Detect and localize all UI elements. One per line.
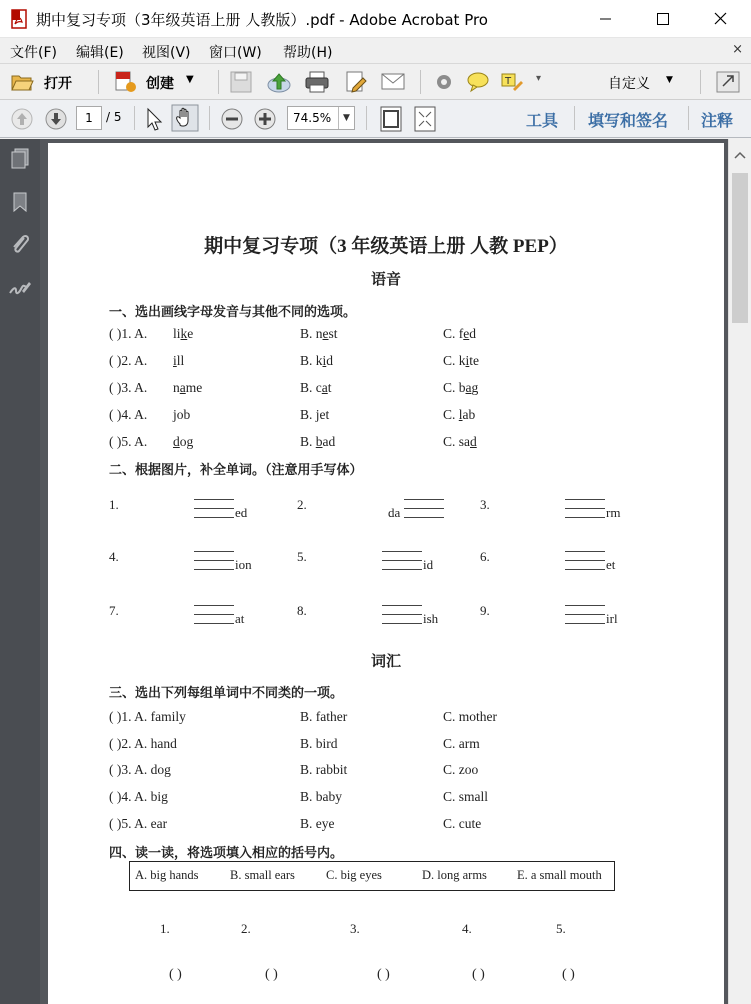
- blank-line: [565, 543, 605, 552]
- handwriting-blank[interactable]: [565, 491, 605, 518]
- minimize-button[interactable]: [576, 0, 634, 38]
- question-3-heading: 三、选出下列每组单词中不同类的一项。: [109, 685, 344, 700]
- blank-line: [565, 606, 605, 615]
- print-icon[interactable]: [304, 70, 330, 94]
- q1-option-a: [173, 326, 193, 342]
- q3-option-b: B. rabbit: [300, 762, 348, 777]
- question-2-heading: 二、根据图片，补全单词。（注意用手写体）: [109, 462, 363, 477]
- q3-option-c: C. small: [443, 789, 489, 804]
- upload-icon[interactable]: [266, 70, 292, 94]
- comment-bubble-icon[interactable]: [466, 71, 490, 93]
- create-pdf-icon[interactable]: [112, 70, 138, 94]
- scroll-up-icon[interactable]: [734, 151, 746, 159]
- q3-option-b: B. bird: [300, 736, 338, 751]
- q1-option-b: [300, 434, 335, 450]
- option-text: B. k: [300, 353, 323, 368]
- option-text: g: [471, 380, 479, 395]
- answer-parentheses[interactable]: ( ): [377, 967, 390, 982]
- option-text: ll: [176, 353, 185, 368]
- previous-page-icon[interactable]: [10, 107, 34, 131]
- word-suffix: et: [606, 557, 616, 572]
- picture-number: 7.: [109, 603, 119, 618]
- q3-row-a: ( )4. A. big: [109, 789, 168, 804]
- underlined-letter: i: [322, 353, 327, 368]
- settings-gear-icon[interactable]: [434, 72, 454, 92]
- picture-number: 8.: [297, 603, 307, 618]
- option-c: C. big eyes: [326, 868, 382, 882]
- options-box: [129, 861, 615, 891]
- blank-line: [382, 615, 422, 624]
- underlined-letter: e: [463, 326, 470, 341]
- zoom-dropdown-icon[interactable]: ▼: [338, 107, 354, 129]
- q1-number: ( )3. A.: [109, 380, 148, 395]
- underlined-letter: l: [458, 407, 463, 422]
- vertical-scrollbar[interactable]: [728, 139, 751, 1004]
- q3-row-a: ( )1. A. family: [109, 709, 186, 724]
- blank-line: [382, 552, 422, 561]
- blank-line: [194, 615, 234, 624]
- fill-sign-pane-button[interactable]: 填写和签名: [588, 111, 669, 130]
- signatures-icon[interactable]: [8, 277, 32, 299]
- option-text: li: [173, 326, 181, 341]
- window-title: 期中复习专项（3年级英语上册 人教版）.pdf - Adobe Acrobat Pro: [36, 11, 488, 29]
- q1-option-a: [173, 380, 202, 396]
- blank-line: [382, 597, 422, 606]
- create-dropdown-icon[interactable]: ▼: [186, 74, 194, 85]
- underlined-letter: d: [173, 434, 180, 449]
- option-b: B. small ears: [230, 868, 295, 882]
- page-number-input[interactable]: 1: [76, 106, 102, 130]
- pdf-page: [48, 143, 724, 1004]
- underlined-letter: a: [465, 380, 472, 395]
- blank-line: [565, 500, 605, 509]
- section-heading-phonics: 语音: [370, 272, 401, 288]
- blank-line: [565, 561, 605, 570]
- close-document-button[interactable]: ×: [732, 42, 743, 57]
- q3-option-b: B. father: [300, 709, 348, 724]
- blank-line: [565, 597, 605, 606]
- toolbar-separator: [688, 106, 689, 130]
- menu-bar: [0, 38, 751, 64]
- picture-number: 4.: [109, 549, 119, 564]
- pdf-app-icon: [10, 9, 30, 29]
- select-cursor-icon[interactable]: [142, 106, 164, 132]
- option-text: me: [185, 380, 203, 395]
- maximize-button[interactable]: [634, 0, 692, 38]
- word-suffix: rm: [606, 505, 621, 520]
- option-text: et: [319, 407, 330, 422]
- document-title: 期中复习专项（3 年级英语上册 人教 PEP）: [204, 236, 568, 257]
- option-text: C. k: [443, 353, 466, 368]
- option-text: B. n: [300, 326, 323, 341]
- body-part-number: 5.: [556, 921, 566, 936]
- blank-line: [404, 509, 444, 518]
- toolbar-separator: [420, 70, 421, 94]
- word-suffix: id: [423, 557, 434, 572]
- blank-line: [194, 543, 234, 552]
- open-button[interactable]: 打开: [44, 76, 72, 92]
- q1-number: ( )4. A.: [109, 407, 148, 422]
- toolbar-separator: [98, 70, 99, 94]
- option-text: B.: [300, 407, 316, 422]
- q3-row-a: ( )5. A. ear: [109, 816, 168, 831]
- handwriting-blank[interactable]: [565, 597, 605, 624]
- toolbar-separator: [700, 70, 701, 94]
- q3-option-b: B. baby: [300, 789, 342, 804]
- q1-option-a: [173, 407, 190, 423]
- q3-option-b: B. eye: [300, 816, 335, 831]
- underlined-letter: i: [173, 353, 177, 368]
- close-window-button[interactable]: [692, 0, 751, 38]
- blank-line: [404, 491, 444, 500]
- q3-option-c: C. arm: [443, 736, 480, 751]
- bookmarks-icon[interactable]: [11, 191, 29, 213]
- answer-parentheses[interactable]: ( ): [472, 967, 485, 982]
- answer-parentheses[interactable]: ( ): [265, 967, 278, 982]
- option-text: d: [326, 353, 334, 368]
- handwriting-blank[interactable]: [404, 491, 444, 518]
- picture-number: 5.: [297, 549, 307, 564]
- blank-line: [404, 500, 444, 509]
- q1-option-b: [300, 407, 329, 423]
- underlined-letter: b: [315, 434, 323, 449]
- answer-parentheses[interactable]: ( ): [169, 967, 182, 982]
- option-text: n: [173, 380, 180, 395]
- maximize-icon: [634, 0, 692, 38]
- section-heading-vocabulary: 词汇: [370, 654, 401, 670]
- blank-line: [565, 552, 605, 561]
- blank-line: [194, 606, 234, 615]
- underlined-letter: a: [321, 380, 328, 395]
- hand-tool-icon[interactable]: [171, 104, 199, 132]
- handwriting-blank[interactable]: [194, 543, 234, 570]
- create-button[interactable]: 创建: [146, 76, 174, 92]
- fit-page-icon[interactable]: [378, 105, 404, 133]
- option-text: ob: [176, 407, 191, 422]
- option-a: A. big hands: [135, 868, 199, 882]
- option-text: d: [469, 326, 476, 341]
- option-text: t: [327, 380, 332, 395]
- expand-icon[interactable]: [715, 70, 741, 94]
- q3-option-c: C. cute: [443, 816, 482, 831]
- picture-number: 1.: [109, 497, 119, 512]
- word-prefix: da: [388, 505, 401, 520]
- open-folder-icon[interactable]: [10, 71, 34, 93]
- option-text: te: [469, 353, 480, 368]
- blank-line: [194, 500, 234, 509]
- option-text: st: [328, 326, 338, 341]
- email-icon[interactable]: [380, 72, 406, 92]
- customize-dropdown-icon[interactable]: ▼: [666, 75, 673, 85]
- option-text: B. c: [300, 380, 322, 395]
- q1-option-c: [443, 326, 476, 342]
- blank-line: [382, 606, 422, 615]
- handwriting-blank[interactable]: [382, 597, 422, 624]
- option-text: C.: [443, 407, 459, 422]
- zoom-level-select[interactable]: [287, 106, 355, 130]
- q1-number: ( )1. A.: [109, 326, 148, 341]
- zoom-in-icon[interactable]: [253, 107, 277, 131]
- word-suffix: ed: [235, 505, 248, 520]
- zoom-out-icon[interactable]: [220, 107, 244, 131]
- underlined-letter: k: [180, 326, 188, 341]
- scrollbar-thumb[interactable]: [732, 173, 748, 323]
- body-part-number: 2.: [241, 921, 251, 936]
- zoom-level-value: 74.5%: [293, 111, 332, 125]
- question-4-heading: 四、读一读，将选项填入相应的括号内。: [109, 845, 344, 860]
- word-suffix: ish: [423, 611, 439, 626]
- picture-number: 3.: [480, 497, 490, 512]
- body-part-number: 1.: [160, 921, 170, 936]
- menu-window[interactable]: 窗口(W): [209, 45, 262, 61]
- q3-row-a: ( )3. A. dog: [109, 762, 171, 777]
- blank-line: [194, 491, 234, 500]
- option-e: E. a small mouth: [517, 868, 602, 882]
- blank-line: [194, 561, 234, 570]
- page-total: / 5: [106, 110, 122, 124]
- body-part-number: 3.: [350, 921, 360, 936]
- minimize-icon: [576, 0, 634, 38]
- q1-option-c: [443, 407, 475, 423]
- word-suffix: irl: [606, 611, 618, 626]
- q3-option-c: C. mother: [443, 709, 497, 724]
- option-text: B.: [300, 434, 316, 449]
- highlight-text-icon[interactable]: [500, 71, 524, 93]
- q1-number: ( )5. A.: [109, 434, 148, 449]
- underlined-letter: i: [465, 353, 470, 368]
- option-text: ad: [322, 434, 336, 449]
- q1-option-c: [443, 434, 477, 450]
- full-screen-icon[interactable]: [412, 105, 438, 133]
- title-bar: [0, 0, 751, 38]
- blank-line: [194, 552, 234, 561]
- attachments-icon[interactable]: [9, 233, 31, 257]
- toolbar-separator: [209, 106, 210, 130]
- close-icon: [692, 0, 751, 38]
- menu-view[interactable]: 视图(V): [142, 45, 191, 61]
- option-text: C. b: [443, 380, 466, 395]
- handwriting-blank[interactable]: [565, 543, 605, 570]
- underlined-letter: j: [173, 407, 177, 422]
- blank-line: [382, 561, 422, 570]
- option-text: C. f: [443, 326, 464, 341]
- question-1-heading: 一、选出画线字母发音与其他不同的选项。: [109, 304, 357, 319]
- main-toolbar: [0, 64, 751, 100]
- word-suffix: ion: [235, 557, 252, 572]
- q1-option-a: [173, 434, 193, 450]
- toolbar-separator: [134, 106, 135, 130]
- q1-option-b: [300, 353, 333, 369]
- blank-line: [194, 597, 234, 606]
- underlined-letter: e: [322, 326, 329, 341]
- underlined-letter: d: [470, 434, 477, 449]
- more-tools-dropdown-icon[interactable]: ▾: [536, 73, 542, 84]
- menu-file[interactable]: 文件(F): [10, 45, 57, 61]
- handwriting-blank[interactable]: [194, 597, 234, 624]
- blank-line: [382, 543, 422, 552]
- save-icon[interactable]: [229, 71, 253, 93]
- comment-pane-button[interactable]: 注释: [701, 111, 734, 130]
- menu-help[interactable]: 帮助(H): [283, 45, 333, 61]
- q3-row-a: ( )2. A. hand: [109, 736, 177, 751]
- underlined-letter: a: [179, 380, 186, 395]
- toolbar-separator: [366, 106, 367, 130]
- option-d: D. long arms: [422, 868, 487, 882]
- tools-pane-button[interactable]: 工具: [526, 111, 559, 130]
- option-text: C. sa: [443, 434, 470, 449]
- q1-option-a: [173, 353, 184, 369]
- q1-option-b: [300, 380, 332, 396]
- word-suffix: at: [235, 611, 245, 626]
- blank-line: [565, 615, 605, 624]
- underlined-letter: j: [315, 407, 320, 422]
- svg-text:T: T: [505, 76, 512, 87]
- body-part-number: 4.: [462, 921, 472, 936]
- q1-number: ( )2. A.: [109, 353, 148, 368]
- answer-parentheses[interactable]: ( ): [562, 967, 575, 982]
- blank-line: [565, 509, 605, 518]
- option-text: og: [179, 434, 194, 449]
- handwriting-blank[interactable]: [194, 491, 234, 518]
- q1-option-c: [443, 353, 479, 369]
- toolbar-separator: [574, 106, 575, 130]
- q1-option-b: [300, 326, 338, 342]
- handwriting-blank[interactable]: [382, 543, 422, 570]
- picture-number: 6.: [480, 549, 490, 564]
- navigation-pane: [0, 139, 40, 1004]
- q1-option-c: [443, 380, 478, 396]
- picture-number: 2.: [297, 497, 307, 512]
- page-thumbnails-icon[interactable]: [9, 147, 31, 171]
- q3-option-c: C. zoo: [443, 762, 479, 777]
- picture-number: 9.: [480, 603, 490, 618]
- menu-edit[interactable]: 编辑(E): [76, 45, 124, 61]
- blank-line: [565, 491, 605, 500]
- toolbar-separator: [218, 70, 219, 94]
- customize-button[interactable]: 自定义: [608, 76, 650, 92]
- option-text: ab: [462, 407, 476, 422]
- edit-document-icon[interactable]: [344, 70, 368, 94]
- blank-line: [194, 509, 234, 518]
- option-text: e: [187, 326, 194, 341]
- next-page-icon[interactable]: [44, 107, 68, 131]
